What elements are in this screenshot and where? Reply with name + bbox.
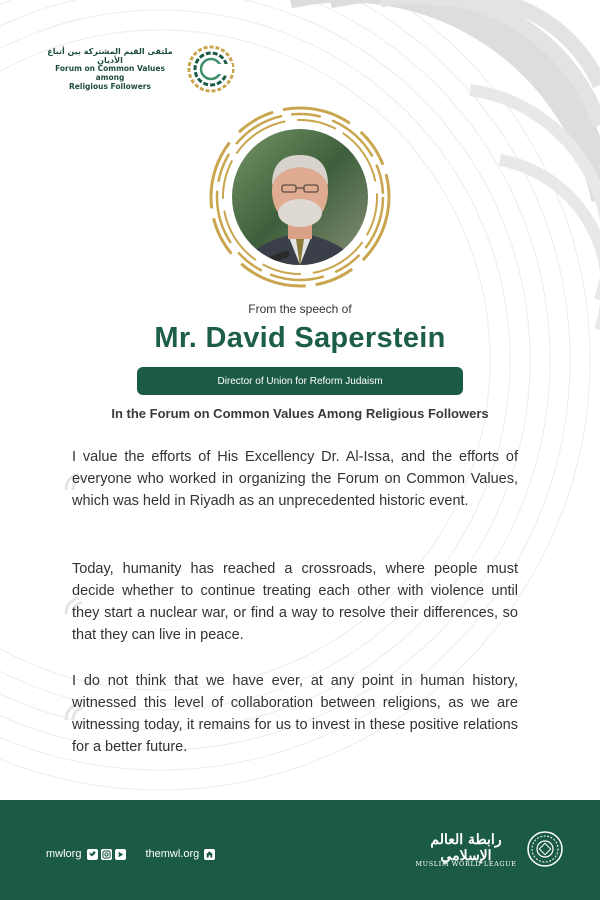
- home-icon[interactable]: [204, 849, 215, 860]
- mwl-name-english: MUSLIM WORLD LEAGUE: [415, 860, 517, 868]
- website-link[interactable]: themwl.org: [145, 848, 200, 860]
- forum-emblem-icon: [186, 44, 236, 94]
- quote-paragraph: I value the efforts of His Excellency Dr. Al-Issa, and the efforts of everyone who worked in organizing the Forum on Common Values, which was held in Riyadh as an unprecedented historic event.: [72, 449, 518, 509]
- mwl-seal-icon: [526, 830, 564, 868]
- footer-links: [46, 848, 218, 860]
- footer: [0, 800, 600, 900]
- instagram-icon[interactable]: [101, 849, 112, 860]
- forum-name-english-line1: Forum on Common Values among: [55, 64, 165, 82]
- event-line: In the Forum on Common Values Among Religious Followers: [111, 406, 489, 421]
- social-handle[interactable]: mwlorg: [46, 848, 82, 860]
- mwl-name-arabic: رابطة العالم الإسلامي: [430, 832, 502, 864]
- quote-paragraph: Today, humanity has reached a crossroads, where people must decide whether to continue treating each other with violence until they start a nuclear war, or find a way to resolve their differences, so that they can live in peace.: [72, 561, 518, 643]
- speaker-title: Director of Union for Reform Judaism: [217, 375, 383, 387]
- quote-paragraph: I do not think that we have ever, at any point in human history, witnessed this level of collaboration between religions, as we are witnessing today, it remains for us to invest in these positive relations for a better future.: [72, 673, 518, 755]
- forum-name-arabic: ملتقى القيم المشتركة بين أتباع الأديان: [47, 46, 173, 66]
- speaker-title-badge: [137, 367, 463, 395]
- forum-logo: [40, 44, 240, 94]
- speaker-portrait: [208, 105, 392, 289]
- speech-intro: From the speech of: [248, 302, 352, 316]
- twitter-icon[interactable]: [87, 849, 98, 860]
- youtube-icon[interactable]: [115, 849, 126, 860]
- forum-logo-text: [40, 47, 180, 91]
- mwl-logo: [414, 830, 564, 876]
- forum-name-english-line2: Religious Followers: [69, 81, 151, 91]
- speaker-name: Mr. David Saperstein: [154, 322, 446, 354]
